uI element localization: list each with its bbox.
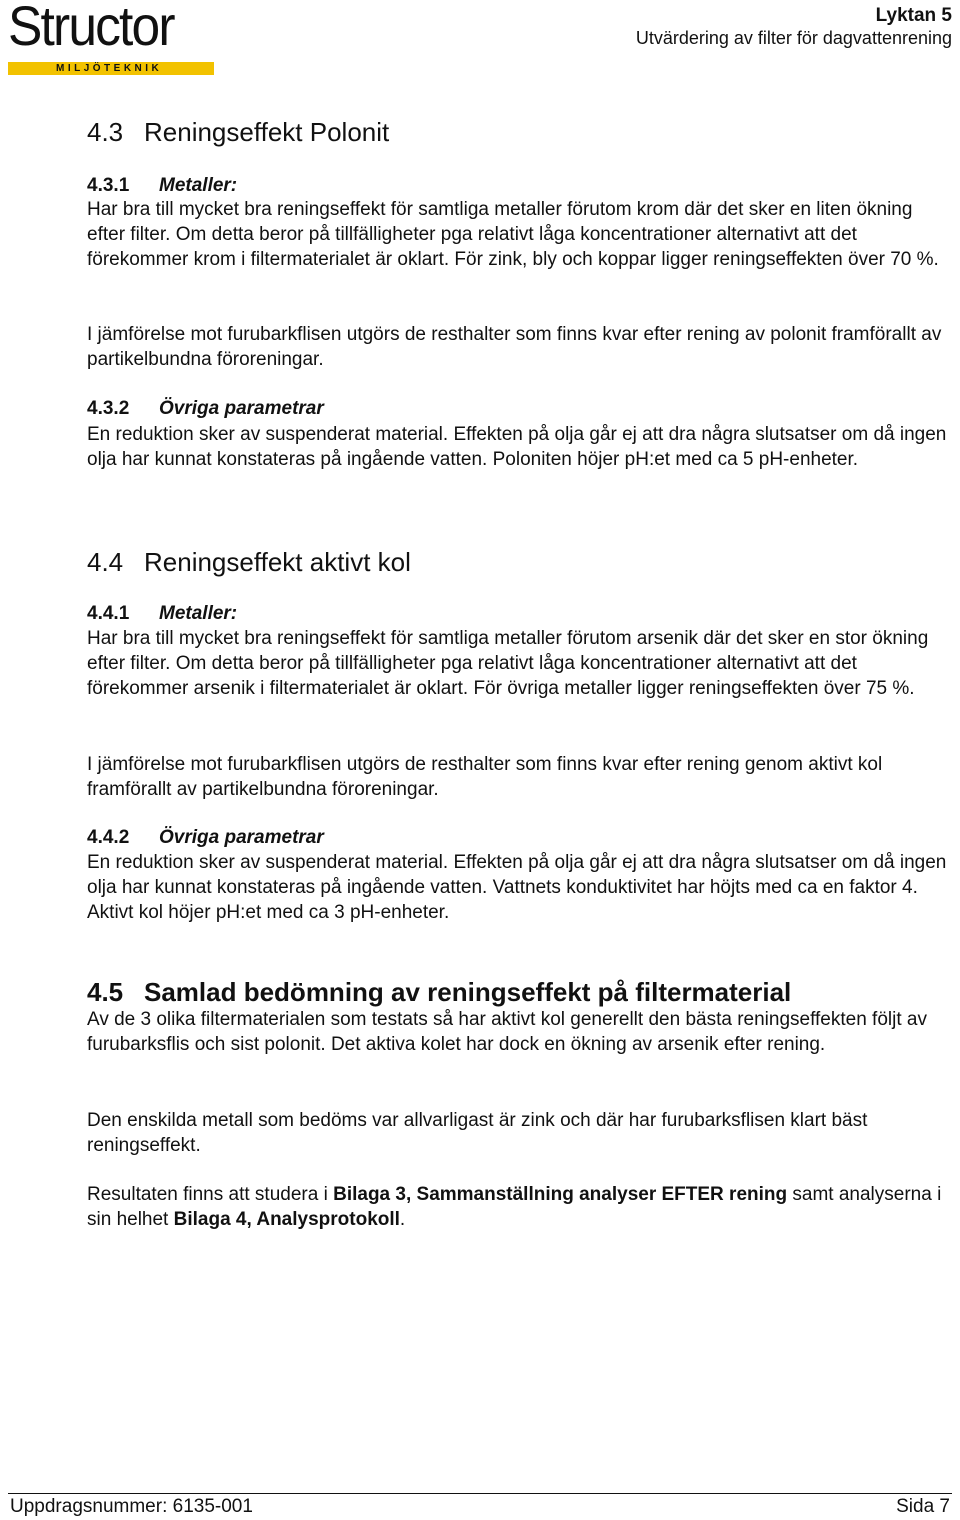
text-run: . bbox=[399, 1209, 406, 1230]
paragraph: Har bra till mycket bra reningseffekt för samtliga metaller förutom krom där det sker en liten ökning efter filter. Om detta beror på tillfälligheter pga relativt låga koncentrationer alternativt att det förekommer krom i filtermaterialet är oklart. För zink, bly och koppar ligger reningseffekten över 70 %. bbox=[87, 199, 939, 270]
heading-number: 4.3 bbox=[87, 117, 124, 147]
paragraph: En reduktion sker av suspenderat material. Effekten på olja går ej att dra några slutsatser om då ingen olja har kunnat konstateras på ingående vatten. Vattnets konduktivitet har höjts med ca en faktor 4. Aktivt kol höjer pH:et med ca 3 pH-enheter. bbox=[87, 852, 947, 923]
heading-4-3-2 bbox=[87, 397, 324, 421]
logo-subtitle: MILJÖTEKNIK bbox=[56, 63, 163, 74]
heading-4-4-1 bbox=[87, 602, 237, 626]
heading-text: Övriga parametrar bbox=[159, 398, 324, 419]
paragraph: I jämförelse mot furubarkflisen utgörs de resthalter som finns kvar efter rening av polonit framförallt av partikelbundna föroreningar. bbox=[87, 324, 942, 370]
heading-number: 4.3.1 bbox=[87, 175, 130, 196]
heading-text: Metaller: bbox=[159, 603, 238, 624]
paragraph-references bbox=[87, 1182, 953, 1232]
paragraph: I jämförelse mot furubarkflisen utgörs de resthalter som finns kvar efter rening genom aktivt kol framförallt av partikelbundna föroreningar. bbox=[87, 754, 883, 800]
page-header bbox=[0, 0, 960, 80]
heading-text: Metaller: bbox=[159, 175, 238, 196]
text-run: samt analyserna i sin helhet bbox=[87, 1184, 942, 1230]
paragraph: Har bra till mycket bra reningseffekt för samtliga metaller förutom arsenik där det sker en stor ökning efter filter. Om detta beror på tillfälligheter pga relativt låga koncentrationer alternativt att det förekommer arsenik i filtermaterialet är oklart. För övriga metaller ligger reningseffekten över 75 %. bbox=[87, 628, 929, 699]
page-number: Sida 7 bbox=[896, 1496, 950, 1517]
heading-text: Övriga parametrar bbox=[159, 827, 324, 848]
heading-text: Reningseffekt aktivt kol bbox=[144, 547, 411, 577]
heading-number: 4.4 bbox=[87, 547, 124, 577]
paragraph: En reduktion sker av suspenderat material. Effekten på olja går ej att dra några slutsatser om då ingen olja har kunnat konstateras på ingående vatten. Poloniten höjer pH:et med ca 5 pH-enheter. bbox=[87, 424, 947, 470]
heading-text: Samlad bedömning av reningseffekt på filtermaterial bbox=[144, 977, 792, 1007]
text-run: Resultaten finns att studera i bbox=[87, 1184, 334, 1205]
paragraph: Den enskilda metall som bedöms var allvarligast är zink och där har furubarksflisen klart bäst reningseffekt. bbox=[87, 1110, 868, 1156]
document-subtitle: Utvärdering av filter för dagvattenrening bbox=[635, 28, 952, 48]
heading-4-4 bbox=[87, 547, 411, 577]
footer-divider bbox=[8, 1493, 952, 1494]
heading-4-4-2 bbox=[87, 826, 324, 850]
heading-number: 4.3.2 bbox=[87, 398, 130, 419]
paragraph: Av de 3 olika filtermaterialen som testats så har aktivt kol generellt den bästa reningseffekten följt av furubarksflis och sist polonit. Det aktiva kolet har dock en ökning av arsenik efter rening. bbox=[87, 1009, 927, 1055]
heading-number: 4.5 bbox=[87, 977, 124, 1007]
heading-4-3 bbox=[87, 117, 389, 147]
heading-4-3-1 bbox=[87, 174, 237, 198]
assignment-number: Uppdragsnummer: 6135-001 bbox=[10, 1496, 253, 1517]
structor-logo bbox=[8, 2, 218, 74]
heading-4-5 bbox=[87, 977, 791, 1007]
heading-number: 4.4.1 bbox=[87, 603, 130, 624]
reference-bilaga-3: Bilaga 3, Sammanställning analyser EFTER rening bbox=[333, 1184, 788, 1205]
document-title: Lyktan 5 bbox=[875, 5, 952, 26]
logo-wordmark: Structor bbox=[8, 0, 174, 57]
heading-number: 4.4.2 bbox=[87, 827, 130, 848]
reference-bilaga-4: Bilaga 4, Analysprotokoll bbox=[173, 1209, 400, 1230]
heading-text: Reningseffekt Polonit bbox=[144, 117, 390, 147]
